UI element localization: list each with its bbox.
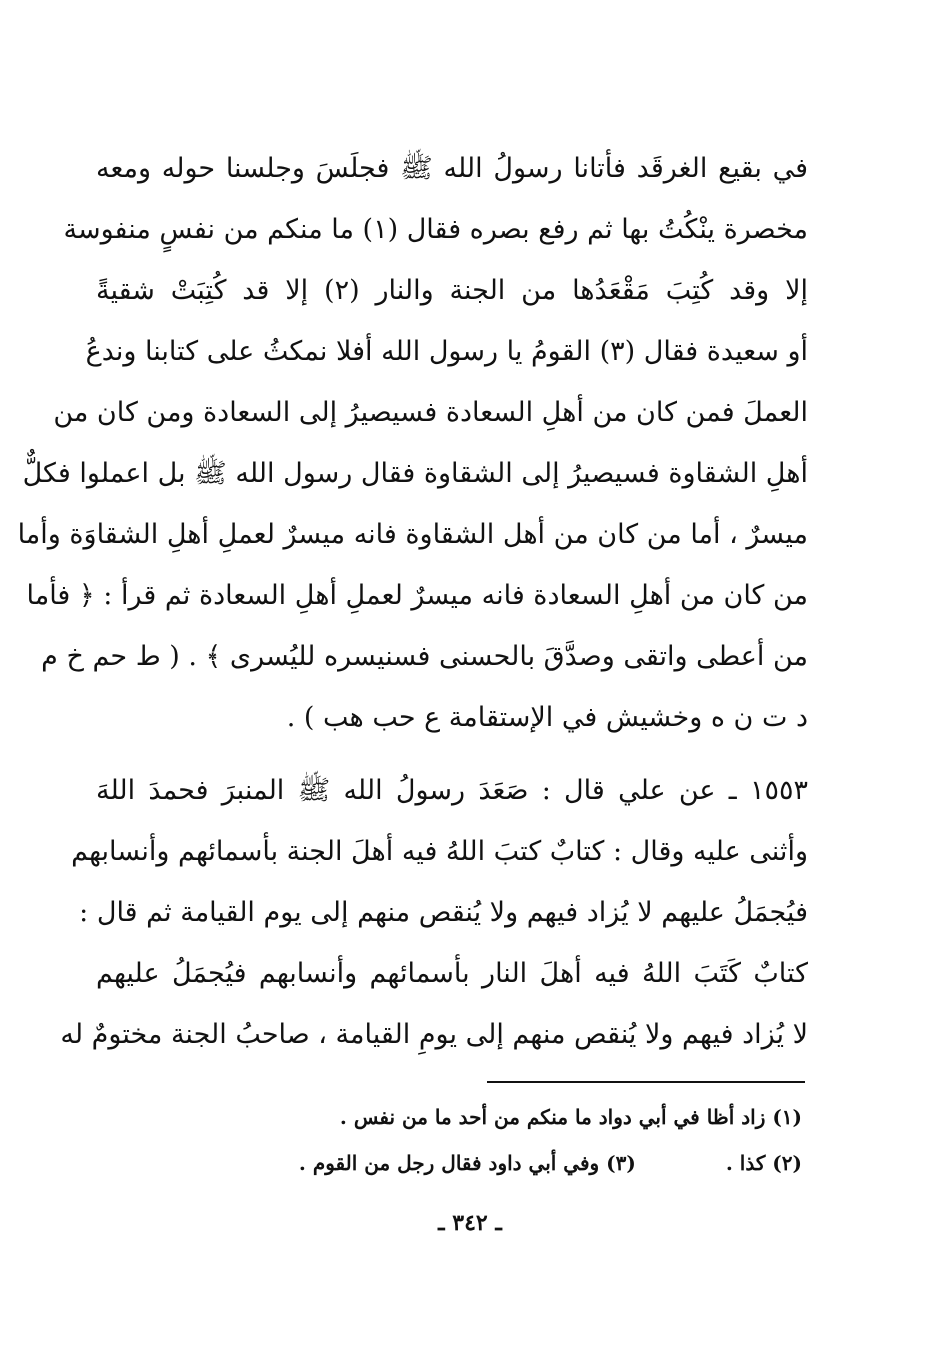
- text-line: ١٥٥٣ ـ عن علي قال : صَعَدَ رسولُ الله ﷺ المنبرَ فحمدَ اللهَ: [96, 775, 808, 806]
- text-line: من أعطى واتقى وصدَّقَ بالحسنى فسنيسره لليُسرى ﴾ . ( ط حم خ م: [41, 641, 808, 672]
- paragraph-1: [17, 138, 808, 748]
- footnote-2: (٢) كذا .: [725, 1151, 802, 1175]
- text-line: أهلِ الشقاوة فسيصيرُ إلى الشقاوة فقال رسول الله ﷺ بل اعملوا فكلٌّ: [22, 458, 808, 489]
- text-line: فيُجمَلُ عليهم لا يُزاد فيهم ولا يُنقص منهم إلى يوم القيامة ثم قال :: [79, 897, 808, 928]
- footnote-1: (١) زاد أظا في أبي دواد ما منكم من أحد ما من نفس .: [339, 1105, 802, 1129]
- text-line: أو سعيدة فقال (٣) القومُ يا رسول الله أفلا نمكثُ على كتابنا وندعُ: [85, 336, 808, 367]
- text-line: كتابٌ كَتَبَ اللهُ فيه أهلَ النار بأسمائهم وأنسابهم فيُجمَلُ عليهم: [96, 958, 808, 989]
- footnotes: [180, 1094, 802, 1186]
- text-line: مخصرة ينْكُتُ بها ثم رفع بصره فقال (١) ما منكم من نفسٍ منفوسة: [63, 214, 808, 245]
- text-line: من كان من أهلِ السعادة فانه ميسرٌ لعملِ أهلِ السعادة ثم قرأ : ﴿ فأما: [26, 580, 808, 611]
- text-line: د ت ن ه وخشيش في الإستقامة ع حب هب ) .: [286, 702, 808, 733]
- text-line: إلا وقد كُتِبَ مَقْعَدُها من الجنة والنار (٢) إلا قد كُتِبَتْ شقيةً: [96, 275, 808, 306]
- text-line: ميسرٌ ، أما من كان من أهل الشقاوة فانه ميسرٌ لعملِ أهلِ الشقاوَة وأما: [17, 519, 808, 550]
- text-line: لا يُزاد فيهم ولا يُنقص منهم إلى يومِ القيامة ، صاحبُ الجنة مختومٌ له: [60, 1019, 808, 1050]
- hadith-1553: [60, 760, 808, 1065]
- text-line: في بقيع الغرقَد فأتانا رسولُ الله ﷺ فجلَسَ وجلسنا حوله ومعه: [96, 153, 808, 184]
- text-line: العملَ فمن كان من أهلِ السعادة فسيصيرُ إلى السعادة ومن كان من: [53, 397, 808, 428]
- text-line: وأثنى عليه وقال : كتابٌ كتبَ اللهُ فيه أهلَ الجنة بأسمائهم وأنسابهم: [71, 836, 808, 867]
- footnote-divider: [487, 1081, 805, 1083]
- page-number: ـ ٣٤٢ ـ: [438, 1210, 502, 1236]
- main-text: [17, 138, 808, 1065]
- footnote-row-2: [180, 1140, 802, 1186]
- footnote-3: (٣) وفي أبي داود فقال رجل من القوم .: [298, 1151, 636, 1175]
